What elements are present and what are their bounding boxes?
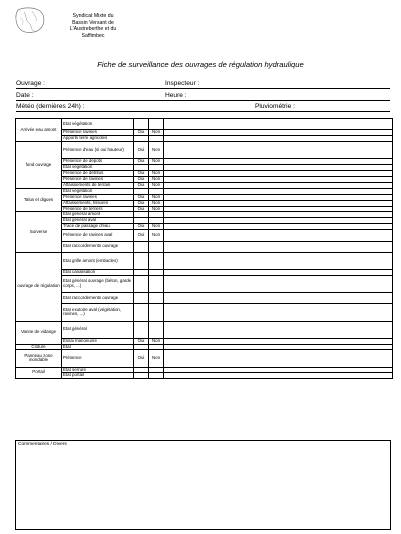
table-row xyxy=(16,373,393,379)
observation-field[interactable] xyxy=(164,350,393,367)
separator-line xyxy=(16,88,390,89)
observation-field[interactable] xyxy=(164,321,393,338)
table-row xyxy=(16,304,393,321)
oui-checkbox[interactable]: Oui xyxy=(134,130,149,136)
table-row xyxy=(16,252,393,269)
document-title: Fiche de surveillance des ouvrages de régulation hydraulique xyxy=(97,60,304,69)
observation-field[interactable] xyxy=(164,293,393,304)
date-label: Date : xyxy=(16,92,34,99)
section-name: Panneau zone inondable xyxy=(16,350,62,367)
row-label: Présence ravines xyxy=(62,130,134,136)
table-row xyxy=(16,275,393,292)
ouvrage-label: Ouvrage : xyxy=(16,80,45,87)
heure-label: Heure : xyxy=(165,92,187,99)
row-label: Etat général ouvrage (béton, garde corps, ...) xyxy=(62,275,134,292)
oui-checkbox[interactable]: Oui xyxy=(134,200,149,206)
non-checkbox[interactable]: Non xyxy=(149,177,164,183)
row-label: Présence de terriers xyxy=(62,206,134,212)
section-name: Vanne de vidange xyxy=(16,321,62,344)
empty-cell[interactable] xyxy=(149,293,164,304)
section-name: Arrivée eau amont xyxy=(16,119,62,142)
non-checkbox[interactable]: Non xyxy=(149,182,164,188)
row-label: Affaissements, fissures xyxy=(62,200,134,206)
non-checkbox[interactable]: Non xyxy=(149,142,164,159)
section-name: Clôture xyxy=(16,344,62,350)
oui-checkbox[interactable]: Oui xyxy=(134,182,149,188)
oui-checkbox[interactable]: Oui xyxy=(134,350,149,367)
inspecteur-label: Inspecteur : xyxy=(165,80,200,87)
row-label: Etat serrure xyxy=(62,367,134,373)
inspection-table xyxy=(15,118,393,379)
separator-line xyxy=(16,100,390,101)
non-checkbox[interactable]: Non xyxy=(149,159,164,165)
organization-line: Saffimbec xyxy=(81,32,105,39)
row-label: Etat raccordements ouvrage xyxy=(62,293,134,304)
section-name: Portail xyxy=(16,367,62,379)
row-label: Etat canalisation xyxy=(62,270,134,276)
empty-cell[interactable] xyxy=(149,321,164,338)
empty-cell[interactable] xyxy=(134,252,149,269)
row-label: Affaissements de terrain xyxy=(62,182,134,188)
observation-field[interactable] xyxy=(164,142,393,159)
row-label: Etat xyxy=(62,344,134,350)
table-row xyxy=(16,241,393,252)
observation-field[interactable] xyxy=(164,252,393,269)
row-label: Etat portail xyxy=(62,373,134,379)
non-checkbox[interactable]: Non xyxy=(149,194,164,200)
empty-cell[interactable] xyxy=(149,241,164,252)
non-checkbox[interactable]: Non xyxy=(149,224,164,230)
empty-cell[interactable] xyxy=(134,241,149,252)
empty-cell[interactable] xyxy=(149,304,164,321)
row-label: Présence ravines xyxy=(62,194,134,200)
empty-cell[interactable] xyxy=(149,275,164,292)
oui-checkbox[interactable]: Oui xyxy=(134,224,149,230)
observation-field[interactable] xyxy=(164,275,393,292)
non-checkbox[interactable]: Non xyxy=(149,206,164,212)
oui-checkbox[interactable]: Oui xyxy=(134,142,149,159)
empty-cell[interactable] xyxy=(149,119,164,130)
observation-field[interactable] xyxy=(164,119,393,130)
row-label: Etat exutoire aval (végétation, ravines, ...) xyxy=(62,304,134,321)
non-checkbox[interactable]: Non xyxy=(149,338,164,344)
empty-cell[interactable] xyxy=(149,252,164,269)
row-label: Etat général xyxy=(62,321,134,338)
oui-checkbox[interactable]: Oui xyxy=(134,177,149,183)
empty-cell[interactable] xyxy=(134,119,149,130)
empty-cell[interactable] xyxy=(134,293,149,304)
row-label: Présence de ravines xyxy=(62,177,134,183)
non-checkbox[interactable]: Non xyxy=(149,130,164,136)
row-label: Etat végétation xyxy=(62,165,134,171)
row-label: Présence de détritus xyxy=(62,171,134,177)
observation-field[interactable] xyxy=(164,304,393,321)
table-row xyxy=(16,142,393,159)
separator-line xyxy=(16,111,390,112)
table-row xyxy=(16,119,393,130)
organization-name xyxy=(48,13,138,39)
oui-checkbox[interactable]: Oui xyxy=(134,338,149,344)
comments-label: Commentaires / Divers xyxy=(18,442,67,447)
row-label: Essai manoeuvre xyxy=(62,338,134,344)
organization-line: L'Austreberthe et du xyxy=(69,26,117,33)
empty-cell[interactable] xyxy=(134,304,149,321)
oui-checkbox[interactable]: Oui xyxy=(134,206,149,212)
row-label: Trace de passage d'eau xyxy=(62,224,134,230)
row-label: Présence de ravines aval xyxy=(62,230,134,241)
section-name: ouvrage de régulation xyxy=(16,252,62,321)
empty-cell[interactable] xyxy=(134,373,149,379)
row-label: Présence de dépots xyxy=(62,159,134,165)
empty-cell[interactable] xyxy=(149,373,164,379)
comments-box[interactable] xyxy=(15,440,391,530)
table-row xyxy=(16,230,393,241)
empty-cell[interactable] xyxy=(134,275,149,292)
oui-checkbox[interactable]: Oui xyxy=(134,159,149,165)
row-label: Etat raccordements ouvrage xyxy=(62,241,134,252)
organization-line: Syndicat Mixte du xyxy=(72,13,114,19)
logo-icon xyxy=(12,6,48,36)
observation-field[interactable] xyxy=(164,373,393,379)
organization-line: Bassin Versant de xyxy=(72,19,114,26)
meteo-label: Météo (dernières 24h) : xyxy=(16,103,85,110)
oui-checkbox[interactable]: Oui xyxy=(134,171,149,177)
section-name: Surverse xyxy=(16,212,62,253)
section-name: fond ouvrage xyxy=(16,142,62,189)
oui-checkbox[interactable]: Oui xyxy=(134,230,149,241)
row-label: Présence d'eau (si oui hauteur) xyxy=(62,142,134,159)
non-checkbox[interactable]: Non xyxy=(149,200,164,206)
non-checkbox[interactable]: Non xyxy=(149,350,164,367)
row-label: Etat général aval xyxy=(62,218,134,224)
observation-field[interactable] xyxy=(164,230,393,241)
non-checkbox[interactable]: Non xyxy=(149,171,164,177)
oui-checkbox[interactable]: Oui xyxy=(134,194,149,200)
empty-cell[interactable] xyxy=(134,321,149,338)
table-row xyxy=(16,321,393,338)
table-row xyxy=(16,350,393,367)
pluviometrie-label: Pluviométrie : xyxy=(255,103,295,110)
row-label: Etat végétation xyxy=(62,188,134,194)
row-label: Présence xyxy=(62,350,134,367)
row-label: Etat général amont xyxy=(62,212,134,218)
row-label: Etat végétation xyxy=(62,119,134,130)
section-name: Talus et digues xyxy=(16,188,62,212)
row-label: Etat grille amont (embacles) xyxy=(62,252,134,269)
observation-field[interactable] xyxy=(164,241,393,252)
row-label: Apports terre agricoles xyxy=(62,136,134,142)
table-row xyxy=(16,293,393,304)
non-checkbox[interactable]: Non xyxy=(149,230,164,241)
